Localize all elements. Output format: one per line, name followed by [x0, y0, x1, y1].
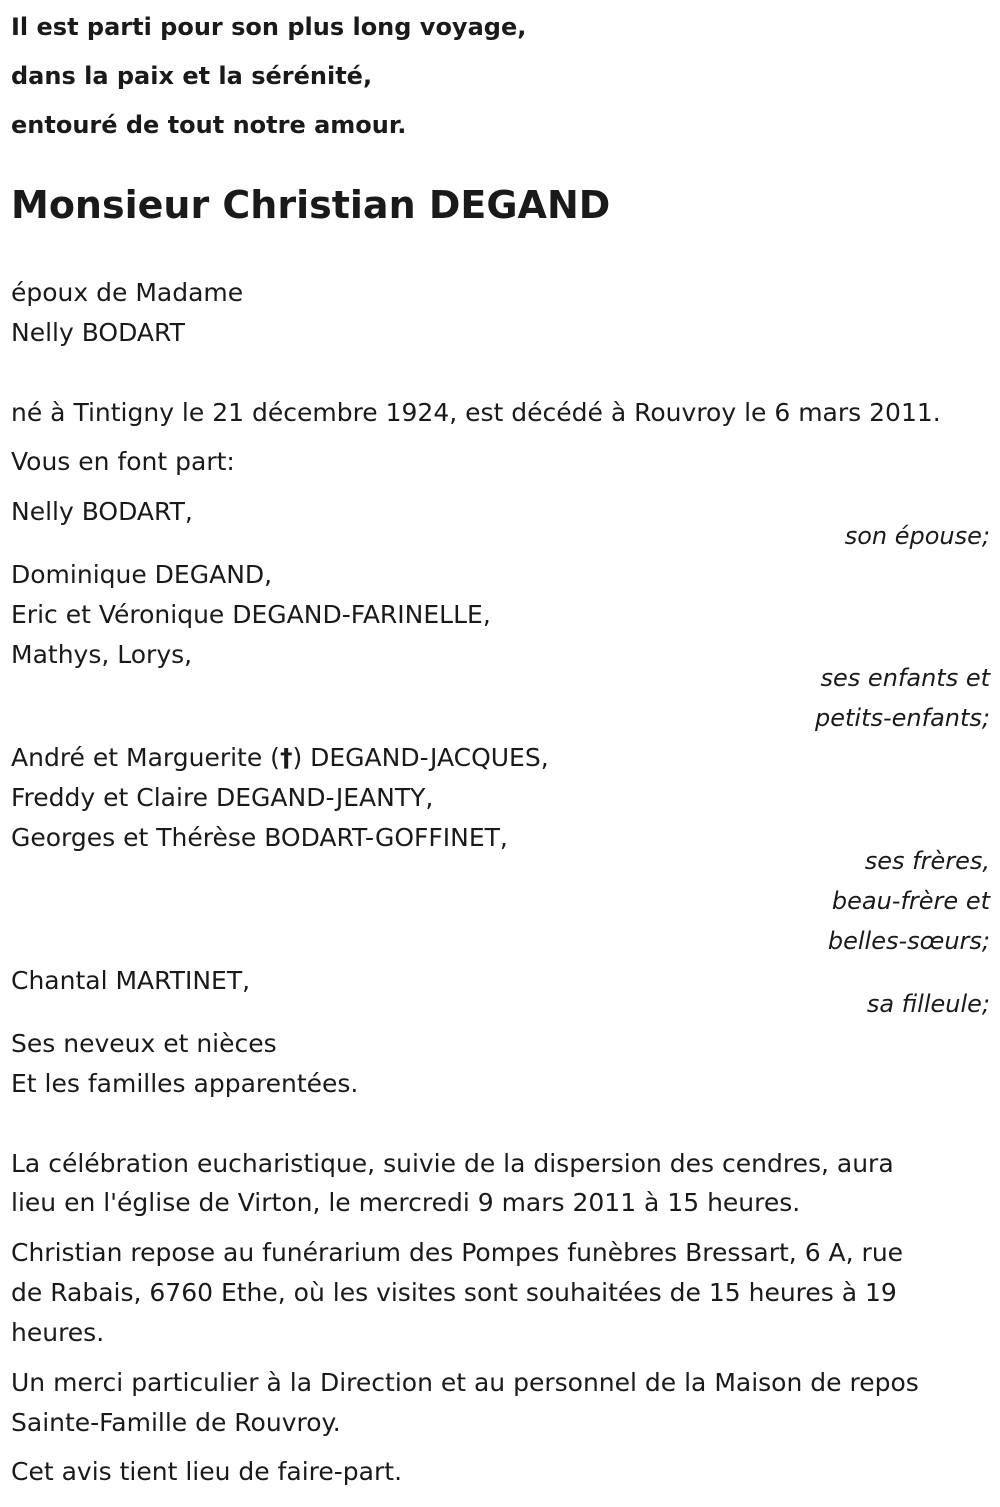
others-line-1: Ses neveux et nièces — [11, 1029, 277, 1058]
siblings-role-line-3: belles-sœurs; — [827, 927, 990, 955]
child-line-3: Mathys, Lorys, — [11, 640, 193, 669]
intro-line-3: entouré de tout notre amour. — [11, 111, 407, 139]
family-spouse-role: son épouse; — [844, 522, 990, 550]
goddaughter-name: Chantal MARTINET, — [11, 966, 251, 995]
child-line-1: Dominique DEGAND, — [11, 560, 273, 589]
spouse-line-2: Nelly BODART — [11, 318, 185, 347]
intro-line-1: Il est parti pour son plus long voyage, — [11, 13, 527, 41]
sibling-line-1 — [11, 743, 549, 773]
ceremony-line-1: La célébration eucharistique, suivie de la dispersion des cendres, aura — [11, 1149, 894, 1178]
deceased-name: Monsieur Christian DEGAND — [11, 183, 611, 227]
deceased-cross-icon: † — [279, 743, 293, 772]
thanks-line-1: Un merci particulier à la Direction et au personnel de la Maison de repos — [11, 1368, 919, 1397]
others-line-2: Et les familles apparentées. — [11, 1069, 359, 1098]
sibling-line-3: Georges et Thérèse BODART-GOFFINET, — [11, 823, 508, 852]
birth-death-line: né à Tintigny le 21 décembre 1924, est décédé à Rouvroy le 6 mars 2011. — [11, 398, 941, 427]
siblings-role-line-1: ses frères, — [864, 847, 990, 875]
thanks-line-2: Sainte-Famille de Rouvroy. — [11, 1408, 341, 1437]
ceremony-line-2: lieu en l'église de Virton, le mercredi 9 mars 2011 à 15 heures. — [11, 1188, 801, 1217]
sibling-line-1-prefix: André et Marguerite ( — [11, 743, 280, 772]
goddaughter-role: sa filleule; — [866, 990, 990, 1018]
sibling-line-2: Freddy et Claire DEGAND-JEANTY, — [11, 783, 434, 812]
closing-line: Cet avis tient lieu de faire-part. — [11, 1457, 403, 1486]
funerarium-line-2: de Rabais, 6760 Ethe, où les visites sont souhaitées de 15 heures à 19 — [11, 1278, 897, 1307]
siblings-role-line-2: beau-frère et — [831, 887, 990, 915]
funerarium-line-3: heures. — [11, 1318, 105, 1347]
announce-line: Vous en font part: — [11, 447, 235, 476]
funerarium-line-1: Christian repose au funérarium des Pompes funèbres Bressart, 6 A, rue — [11, 1238, 904, 1267]
children-role-line-2: petits-enfants; — [815, 704, 990, 732]
family-spouse-name: Nelly BODART, — [11, 497, 193, 526]
spouse-line-1: époux de Madame — [11, 278, 244, 307]
intro-line-2: dans la paix et la sérénité, — [11, 62, 373, 90]
children-role-line-1: ses enfants et — [820, 664, 990, 692]
sibling-line-1-suffix: ) DEGAND-JACQUES, — [292, 743, 549, 772]
child-line-2: Eric et Véronique DEGAND-FARINELLE, — [11, 600, 491, 629]
